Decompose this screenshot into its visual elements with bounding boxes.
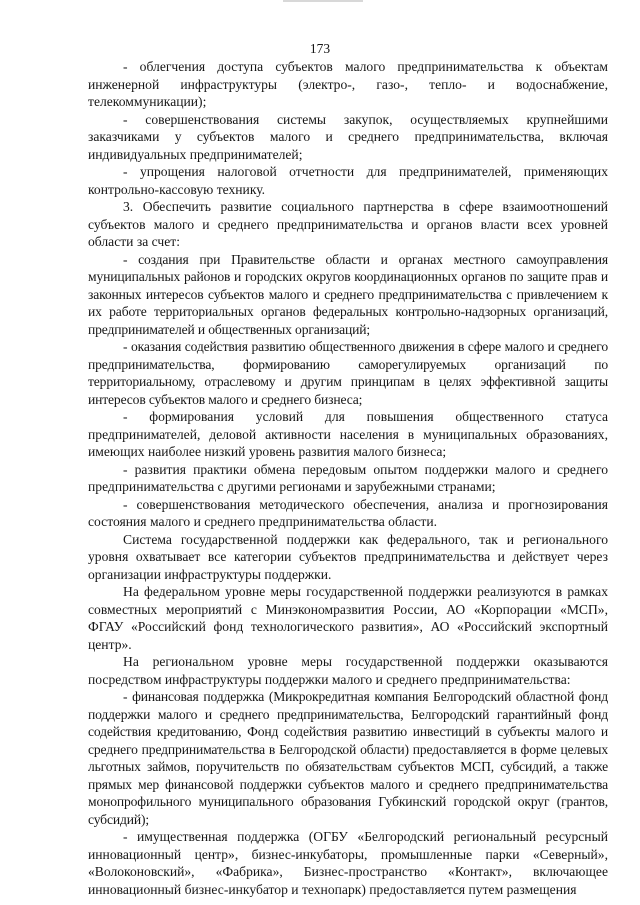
paragraph: На региональном уровне меры государственной поддержки оказываются посредством инфраструктуры поддержки малого и среднего предпринимательства: xyxy=(88,654,608,687)
paragraph: - облегчения доступа субъектов малого предпринимательства к объектам инженерной инфраструктуры (электро-, газо-, тепло- и водоснабжение, телекоммуникации); xyxy=(88,59,608,109)
page-number: 173 xyxy=(309,41,331,56)
paragraph: - оказания содействия развитию общественного движения в сфере малого и среднего предпринимательства, формированию саморегулируемых организаций по территориальному, отраслевому и другим принципам в целях эффективной защиты интересов субъектов малого и среднего бизнеса; xyxy=(88,339,608,407)
paragraph: - финансовая поддержка (Микрокредитная компания Белгородский областной фонд поддержки малого и среднего предпринимательства, Белгородский гарантийный фонд содействия кредитованию, Фонд содействия развитию инвестиций в субъекты малого и среднего предпринимательства в Белгородской области) предоставляется в форме целевых льготных займов, поручительств по обязательствам субъектов МСП, субсидий, а также прямых мер финансовой поддержки субъектов малого и среднего предпринимательства монопрофильного муниципального образования Губкинский городской округ (грантов, субсидий); xyxy=(88,689,608,827)
paragraph: - создания при Правительстве области и органах местного самоуправления муниципальных районов и городских округов координационных органов по защите прав и законных интересов субъектов малого и среднего предпринимательства с привлечением к их работе территориальных органов федеральных контрольно-надзорных организаций, предпринимателей и общественных организаций; xyxy=(88,251,608,337)
paragraph: 3. Обеспечить развитие социального партнерства в сфере взаимоотношений субъектов малого и среднего предпринимательства и органов власти всех уровней области за счет: xyxy=(88,199,608,249)
paragraph: На федеральном уровне меры государственной поддержки реализуются в рамках совместных мероприятий с Минэкономразвития России, АО «Корпорации «МСП», ФГАУ «Российский фонд технологического развития», АО «Российский экспортный центр». xyxy=(88,584,608,652)
paragraph: Система государственной поддержки как федерального, так и регионального уровня охватывает все категории субъектов предпринимательства и действует через организации инфраструктуры поддержки. xyxy=(88,531,608,582)
paragraph: - совершенствования методического обеспечения, анализа и прогнозирования состояния малого и среднего предпринимательства области. xyxy=(88,496,608,529)
paragraph: - развития практики обмена передовым опытом поддержки малого и среднего предпринимательства с другими регионами и зарубежными странами; xyxy=(88,461,608,494)
document-body xyxy=(88,58,608,898)
paragraph: - имущественная поддержка (ОГБУ «Белгородский региональный ресурсный инновационный центр», бизнес-инкубаторы, промышленные парки «Северный», «Волоконовский», «Фабрика», Бизнес-пространство «Контакт», включающее инновационный бизнес-инкубатор и технопарк) предоставляется путем размещения xyxy=(88,829,608,897)
paragraph: - совершенствования системы закупок, осуществляемых крупнейшими заказчиками у субъектов малого и среднего предпринимательства, включая индивидуальных предпринимателей; xyxy=(88,111,608,162)
paragraph: - упрощения налоговой отчетности для предпринимателей, применяющих контрольно-кассовую технику. xyxy=(88,164,608,197)
scan-edge-mark xyxy=(283,0,363,2)
paragraph: - формирования условий для повышения общественного статуса предпринимателей, деловой активности населения в муниципальных образованиях, имеющих наиболее низкий уровень развития малого бизнеса; xyxy=(88,409,608,459)
